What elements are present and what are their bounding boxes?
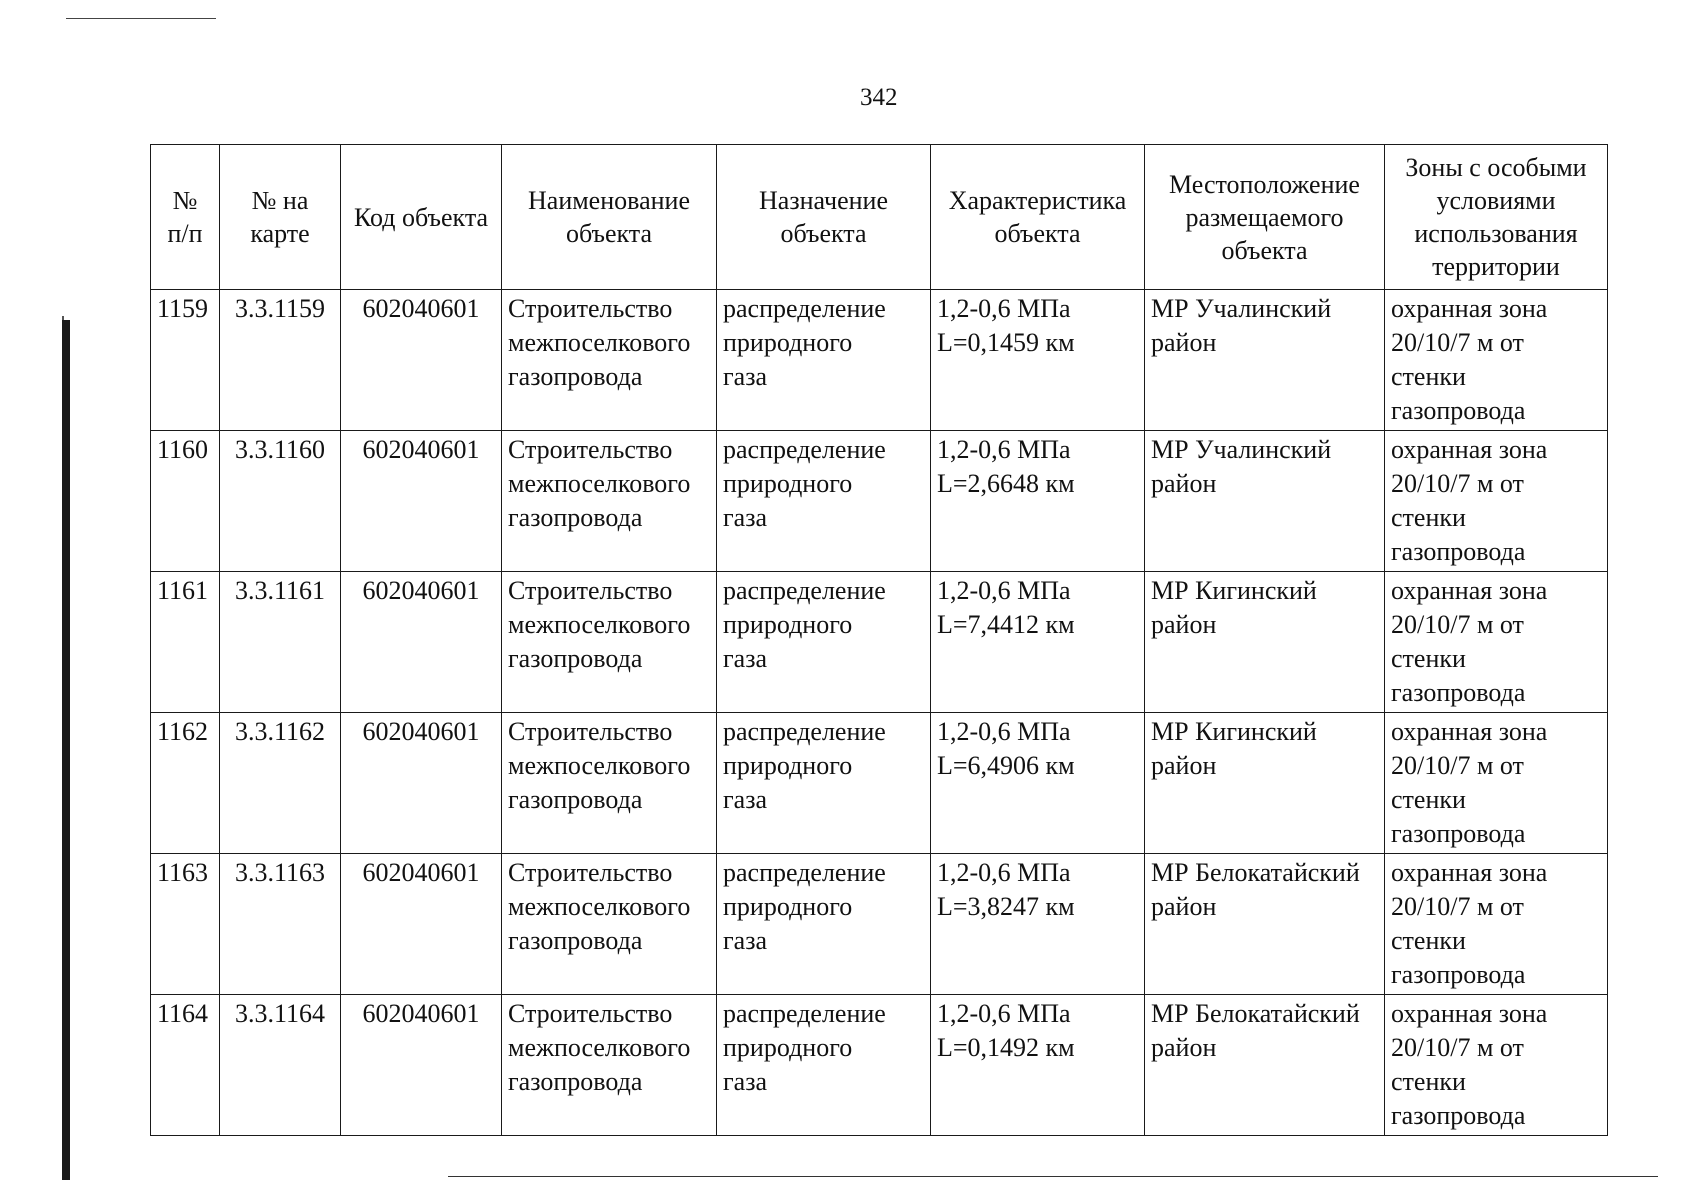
cell-line: газопровода <box>1391 396 1526 425</box>
cell-line: 20/10/7 м от <box>1391 328 1524 357</box>
cell-line: стенки <box>1391 503 1466 532</box>
cell-purpose <box>717 854 931 995</box>
cell-line: газа <box>723 503 768 532</box>
cell-location <box>1145 572 1385 713</box>
cell-line: МР Кигинский <box>1151 717 1317 746</box>
cell-zone <box>1385 572 1608 713</box>
header-line: объекта <box>565 219 653 248</box>
cell-line: газа <box>723 644 768 673</box>
cell-zone <box>1385 995 1608 1136</box>
table-row <box>151 854 1608 995</box>
cell-line: район <box>1151 892 1217 921</box>
cell-location <box>1145 995 1385 1136</box>
cell-line: распределение <box>723 576 886 605</box>
objects-table <box>150 144 1608 1136</box>
cell-location <box>1145 713 1385 854</box>
cell-line: район <box>1151 328 1217 357</box>
header-line: территории <box>1432 252 1560 281</box>
cell-line: 1,2-0,6 МПа <box>937 858 1071 887</box>
cell-line: распределение <box>723 717 886 746</box>
cell-line: охранная зона <box>1391 576 1548 605</box>
cell-line: межпоселкового <box>508 469 691 498</box>
cell-line: Строительство <box>508 717 673 746</box>
cell-num: 1164 <box>151 995 220 1136</box>
cell-zone <box>1385 431 1608 572</box>
cell-object-code: 602040601 <box>341 854 502 995</box>
header-zones <box>1385 145 1608 290</box>
cell-map-number: 3.3.1161 <box>220 572 341 713</box>
cell-line: Строительство <box>508 294 673 323</box>
cell-line: газопровода <box>508 362 643 391</box>
cell-location <box>1145 290 1385 431</box>
cell-object-code: 602040601 <box>341 572 502 713</box>
header-purpose <box>717 145 931 290</box>
cell-line: газа <box>723 926 768 955</box>
header-line: условиями <box>1436 186 1556 215</box>
page-number: 342 <box>860 84 898 111</box>
header-line: № на <box>251 186 309 215</box>
cell-line: газа <box>723 1067 768 1096</box>
cell-characteristic <box>931 431 1145 572</box>
cell-object-name <box>502 572 717 713</box>
cell-purpose <box>717 290 931 431</box>
cell-object-code: 602040601 <box>341 713 502 854</box>
cell-map-number: 3.3.1164 <box>220 995 341 1136</box>
cell-line: Строительство <box>508 999 673 1028</box>
table-row <box>151 713 1608 854</box>
cell-object-code: 602040601 <box>341 995 502 1136</box>
cell-line: распределение <box>723 858 886 887</box>
cell-line: газопровода <box>508 644 643 673</box>
cell-line: охранная зона <box>1391 435 1548 464</box>
cell-object-name <box>502 854 717 995</box>
cell-line: Строительство <box>508 858 673 887</box>
header-line: объекта <box>994 219 1081 248</box>
header-location <box>1145 145 1385 290</box>
cell-line: межпоселкового <box>508 751 691 780</box>
cell-line: 1,2-0,6 МПа <box>937 294 1071 323</box>
cell-line: 20/10/7 м от <box>1391 892 1524 921</box>
cell-line: МР Белокатайский <box>1151 858 1360 887</box>
header-name <box>502 145 717 290</box>
cell-line: район <box>1151 751 1217 780</box>
cell-line: природного <box>723 1033 853 1062</box>
cell-num: 1162 <box>151 713 220 854</box>
table-row <box>151 572 1608 713</box>
cell-line: район <box>1151 1033 1217 1062</box>
cell-line: газопровода <box>1391 819 1526 848</box>
cell-object-name <box>502 290 717 431</box>
header-line: Наименование <box>528 186 690 215</box>
table-body <box>151 290 1608 1136</box>
header-line: Код объекта <box>353 202 489 232</box>
top-rule <box>66 18 216 19</box>
cell-line: L=0,1459 км <box>937 328 1075 357</box>
cell-line: природного <box>723 892 853 921</box>
cell-line: газа <box>723 785 768 814</box>
cell-line: газа <box>723 362 768 391</box>
cell-line: охранная зона <box>1391 858 1548 887</box>
cell-line: природного <box>723 751 853 780</box>
cell-characteristic <box>931 290 1145 431</box>
table-header-row <box>151 145 1608 290</box>
header-num <box>151 145 220 290</box>
header-map <box>220 145 341 290</box>
cell-zone <box>1385 713 1608 854</box>
cell-line: природного <box>723 610 853 639</box>
cell-purpose <box>717 431 931 572</box>
table-row <box>151 995 1608 1136</box>
cell-line: межпоселкового <box>508 1033 691 1062</box>
cell-characteristic <box>931 572 1145 713</box>
cell-line: 20/10/7 м от <box>1391 469 1524 498</box>
cell-location <box>1145 854 1385 995</box>
header-line: Характеристика <box>948 186 1127 215</box>
cell-line: стенки <box>1391 362 1466 391</box>
cell-line: 1,2-0,6 МПа <box>937 717 1071 746</box>
header-line: Местоположение <box>1169 169 1360 199</box>
cell-line: газопровода <box>1391 1101 1526 1130</box>
cell-line: стенки <box>1391 1067 1466 1096</box>
header-code <box>341 145 502 290</box>
cell-object-name <box>502 995 717 1136</box>
cell-line: 1,2-0,6 МПа <box>937 435 1071 464</box>
header-characteristic <box>931 145 1145 290</box>
cell-line: Строительство <box>508 435 673 464</box>
cell-zone <box>1385 854 1608 995</box>
cell-line: газопровода <box>1391 537 1526 566</box>
cell-object-code: 602040601 <box>341 431 502 572</box>
table-row <box>151 290 1608 431</box>
cell-line: L=2,6648 км <box>937 469 1075 498</box>
cell-line: природного <box>723 469 853 498</box>
cell-line: газопровода <box>508 503 643 532</box>
header-line: использования <box>1414 219 1578 248</box>
cell-line: распределение <box>723 999 886 1028</box>
cell-line: МР Учалинский <box>1151 294 1332 323</box>
scan-binding-edge <box>62 320 70 1180</box>
cell-num: 1159 <box>151 290 220 431</box>
cell-line: 1,2-0,6 МПа <box>937 576 1071 605</box>
cell-line: охранная зона <box>1391 294 1548 323</box>
header-line: размещаемого <box>1185 202 1344 232</box>
cell-zone <box>1385 290 1608 431</box>
header-line: карте <box>250 219 310 248</box>
cell-line: МР Учалинский <box>1151 435 1332 464</box>
cell-object-name <box>502 713 717 854</box>
cell-line: газопровода <box>508 785 643 814</box>
cell-line: Строительство <box>508 576 673 605</box>
header-line: объекта <box>780 219 867 248</box>
cell-num: 1161 <box>151 572 220 713</box>
cell-line: стенки <box>1391 926 1466 955</box>
cell-line: охранная зона <box>1391 999 1548 1028</box>
bottom-rule <box>448 1176 1658 1177</box>
cell-line: газопровода <box>1391 960 1526 989</box>
cell-line: межпоселкового <box>508 892 691 921</box>
header-line: объекта <box>1221 235 1308 265</box>
cell-line: распределение <box>723 294 886 323</box>
cell-line: газопровода <box>508 926 643 955</box>
cell-map-number: 3.3.1160 <box>220 431 341 572</box>
cell-location <box>1145 431 1385 572</box>
cell-line: природного <box>723 328 853 357</box>
cell-line: район <box>1151 469 1217 498</box>
cell-line: межпоселкового <box>508 328 691 357</box>
cell-object-code: 602040601 <box>341 290 502 431</box>
header-line: п/п <box>167 219 203 248</box>
cell-line: охранная зона <box>1391 717 1548 746</box>
cell-line: 20/10/7 м от <box>1391 1033 1524 1062</box>
cell-line: 20/10/7 м от <box>1391 751 1524 780</box>
cell-line: район <box>1151 610 1217 639</box>
cell-line: 20/10/7 м от <box>1391 610 1524 639</box>
header-line: № <box>172 186 198 215</box>
cell-characteristic <box>931 713 1145 854</box>
cell-line: межпоселкового <box>508 610 691 639</box>
cell-num: 1160 <box>151 431 220 572</box>
cell-line: L=7,4412 км <box>937 610 1075 639</box>
cell-num: 1163 <box>151 854 220 995</box>
table-row <box>151 431 1608 572</box>
cell-line: L=3,8247 км <box>937 892 1075 921</box>
cell-line: газопровода <box>1391 678 1526 707</box>
cell-line: стенки <box>1391 644 1466 673</box>
cell-line: МР Кигинский <box>1151 576 1317 605</box>
cell-line: 1,2-0,6 МПа <box>937 999 1071 1028</box>
cell-line: стенки <box>1391 785 1466 814</box>
cell-line: L=0,1492 км <box>937 1033 1075 1062</box>
cell-characteristic <box>931 854 1145 995</box>
cell-map-number: 3.3.1162 <box>220 713 341 854</box>
cell-line: L=6,4906 км <box>937 751 1075 780</box>
cell-line: газопровода <box>508 1067 643 1096</box>
cell-map-number: 3.3.1159 <box>220 290 341 431</box>
cell-line: распределение <box>723 435 886 464</box>
cell-object-name <box>502 431 717 572</box>
cell-purpose <box>717 995 931 1136</box>
cell-characteristic <box>931 995 1145 1136</box>
cell-purpose <box>717 713 931 854</box>
cell-line: МР Белокатайский <box>1151 999 1360 1028</box>
cell-purpose <box>717 572 931 713</box>
header-line: Зоны с особыми <box>1405 153 1587 182</box>
header-line: Назначение <box>759 186 888 215</box>
cell-map-number: 3.3.1163 <box>220 854 341 995</box>
